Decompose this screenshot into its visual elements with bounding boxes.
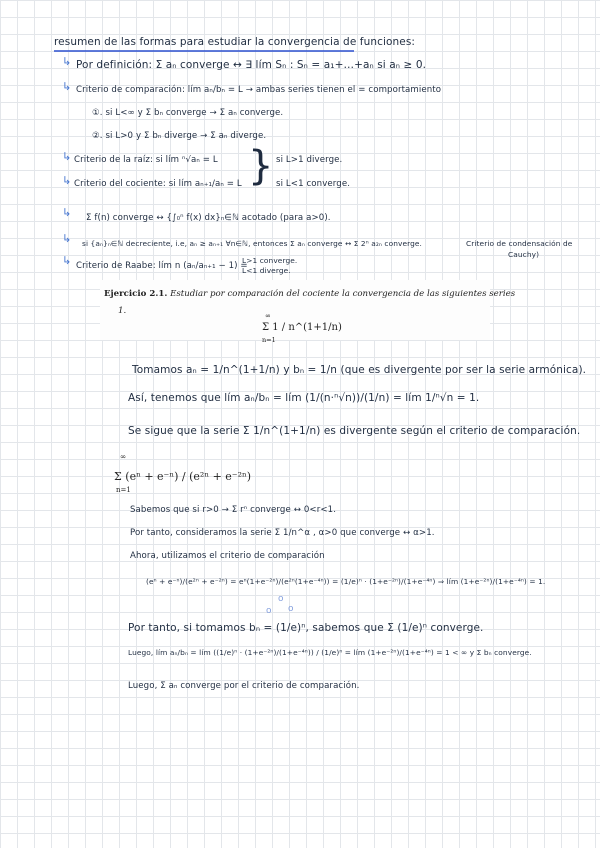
doodle-circle-icon: o bbox=[288, 604, 294, 614]
title-underline bbox=[54, 50, 354, 52]
comparison-case-2: ②. si L>0 y Σ bₙ diverge → Σ aₙ diverge. bbox=[92, 131, 267, 141]
raabe-result-2: L<1 diverge. bbox=[242, 266, 291, 275]
exercise-label: Ejercicio 2.1. bbox=[104, 289, 168, 299]
work2-line-2: Por tanto, consideramos la serie Σ 1/n^α , α>0 que converge ↔ α>1. bbox=[130, 528, 435, 538]
comparison-case-1: ①. si L<∞ y Σ bₙ converge → Σ aₙ converge. bbox=[92, 108, 284, 118]
condensation-note: Criterio de condensación de bbox=[466, 239, 573, 248]
exercise-heading bbox=[104, 289, 515, 299]
page-title: resumen de las formas para estudiar la convergencia de funciones: bbox=[54, 36, 416, 48]
root-criterion-line: Criterio de la raíz: si lím ⁿ√aₙ = L bbox=[74, 155, 218, 165]
bullet-arrow-icon: ↳ bbox=[62, 232, 72, 245]
series2-upper-limit: ∞ bbox=[120, 452, 127, 461]
series-upper-limit: ∞ bbox=[265, 312, 271, 320]
bullet-arrow-icon: ↳ bbox=[62, 150, 72, 163]
bullet-arrow-icon: ↳ bbox=[62, 80, 72, 93]
work1-line-2: Así, tenemos que lím aₙ/bₙ = lím (1/(n·ⁿ√n))/(1/n) = lím 1/ⁿ√n = 1. bbox=[128, 392, 480, 404]
bullet-arrow-icon: ↳ bbox=[62, 174, 72, 187]
work2-line-4: (eⁿ + e⁻ⁿ)/(e²ⁿ + e⁻²ⁿ) = eⁿ(1+e⁻²ⁿ)/(e²ⁿ(1+e⁻⁴ⁿ)) = (1/e)ⁿ · (1+e⁻²ⁿ)/(1+e⁻⁴ⁿ) ⇒ lím (1+e⁻²ⁿ)/(1+e⁻⁴ⁿ) = 1. bbox=[146, 577, 546, 586]
work1-line-1: Tomamos aₙ = 1/n^(1+1/n) y bₙ = 1/n (que es divergente por ser la serie armónica). bbox=[132, 364, 587, 376]
condensation-note-cauchy: Cauchy) bbox=[508, 250, 540, 259]
work2-line-6: Luego, lím aₙ/bₙ = lím ((1/e)ⁿ · (1+e⁻²ⁿ)/(1+e⁻⁴ⁿ)) / (1/e)ⁿ = lím (1+e⁻²ⁿ)/(1+e⁻⁴ⁿ) = 1 < ∞ y Σ bₙ converge. bbox=[128, 648, 532, 657]
integral-criterion-line: Σ f(n) converge ↔ {∫₀ⁿ f(x) dx}ₙ∈ℕ acotado (para a>0). bbox=[86, 213, 331, 223]
bullet-arrow-icon: ↳ bbox=[62, 55, 72, 68]
series-lower-limit: n=1 bbox=[262, 336, 276, 344]
definition-line: Por definición: Σ aₙ converge ↔ ∃ lím Sₙ : Sₙ = a₁+…+aₙ si aₙ ≥ 0. bbox=[76, 59, 427, 71]
exercise-number: 1. bbox=[118, 306, 127, 316]
comparison-criterion-line: Criterio de comparación: lím aₙ/bₙ = L → ambas series tienen el = comportamiento bbox=[76, 85, 442, 95]
work2-line-5: Por tanto, si tomamos bₙ = (1/e)ⁿ, sabemos que Σ (1/e)ⁿ converge. bbox=[128, 622, 484, 634]
bullet-arrow-icon: ↳ bbox=[62, 254, 72, 267]
series2-expression: Σ (eⁿ + e⁻ⁿ) / (e²ⁿ + e⁻²ⁿ) bbox=[114, 470, 252, 483]
work2-line-7: Luego, Σ aₙ converge por el criterio de comparación. bbox=[128, 681, 360, 691]
ratio-criterion-line: Criterio del cociente: si lím aₙ₊₁/aₙ = L bbox=[74, 179, 242, 189]
bullet-arrow-icon: ↳ bbox=[62, 206, 72, 219]
doodle-circle-icon: o bbox=[278, 594, 284, 604]
raabe-result-1: L>1 converge. bbox=[242, 256, 298, 265]
brace-icon: } bbox=[248, 143, 274, 189]
work2-line-3: Ahora, utilizamos el criterio de comparación bbox=[130, 551, 325, 561]
series2-lower-limit: n=1 bbox=[116, 486, 131, 494]
doodle-circle-icon: o bbox=[266, 606, 272, 616]
series-expression: Σ 1 / n^(1+1/n) bbox=[262, 322, 342, 333]
root-ratio-result-2: si L<1 converge. bbox=[276, 179, 351, 189]
raabe-criterion-line: Criterio de Raabe: lím n (aₙ/aₙ₊₁ − 1) = bbox=[76, 261, 248, 271]
root-ratio-result-1: si L>1 diverge. bbox=[276, 155, 343, 165]
work2-line-1: Sabemos que si r>0 → Σ rⁿ converge ↔ 0<r<1. bbox=[130, 505, 337, 515]
exercise-statement: Estudiar por comparación del cociente la convergencia de las siguientes series bbox=[170, 289, 516, 299]
work1-line-3: Se sigue que la serie Σ 1/n^(1+1/n) es divergente según el criterio de comparación. bbox=[128, 425, 581, 437]
condensation-line: si {aₙ}ₙ∈ℕ decreciente, i.e, aₙ ≥ aₙ₊₁ ∀n∈ℕ, entonces Σ aₙ converge ↔ Σ 2ⁿ a₂ₙ converge. bbox=[82, 239, 422, 248]
